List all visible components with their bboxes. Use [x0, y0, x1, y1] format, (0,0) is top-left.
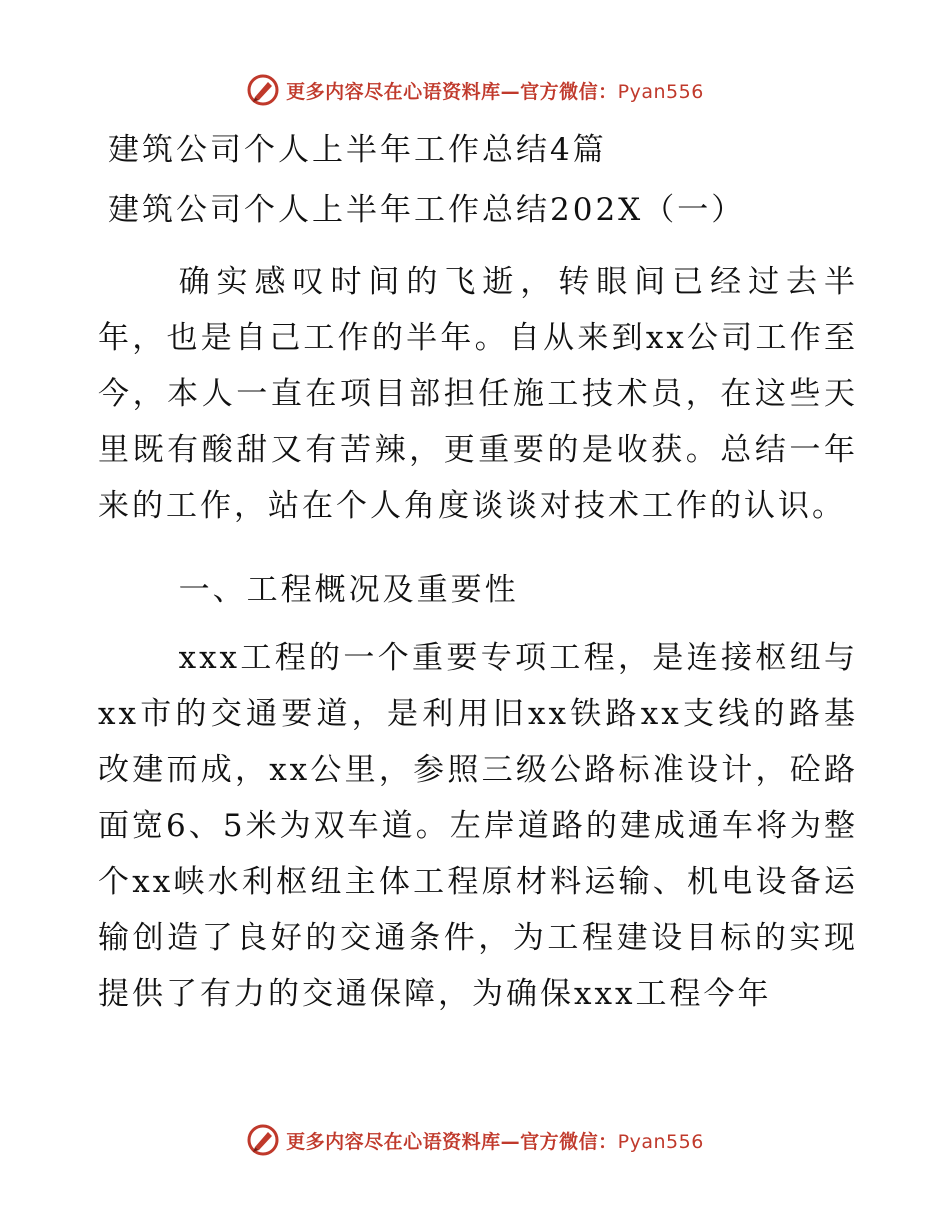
paragraph-project-overview: xxx工程的一个重要专项工程，是连接枢纽与xx市的交通要道，是利用旧xx铁路xx支线的路基改建而成，xx公里，参照三级公路标准设计，砼路面宽6、5米为双车道。左岸道路的建成通车将为整个xx峡水利枢纽主体工程原材料运输、机电设备运输创造了良好的交通条件，为工程建设目标的实现提供了有力的交通保障，为确保xxx工程今年	[98, 640, 858, 1012]
pen-logo-icon	[246, 1123, 280, 1157]
watermark-banner-top	[0, 70, 950, 110]
paragraph-intro: 确实感叹时间的飞逝，转眼间已经过去半年，也是自己工作的半年。自从来到xx公司工作至今，本人一直在项目部担任施工技术员，在这些天里既有酸甜又有苦辣，更重要的是收获。总结一年来的工作，站在个人角度谈谈对技术工作的认识。	[98, 264, 858, 524]
document-body	[98, 122, 858, 1022]
watermark-text: 更多内容尽在心语资料库—官方微信：Pyan556	[286, 1130, 704, 1153]
document-subtitle: 建筑公司个人上半年工作总结202X（一）	[108, 192, 746, 228]
watermark-text: 更多内容尽在心语资料库—官方微信：Pyan556	[286, 80, 704, 103]
section-heading-1: 一、工程概况及重要性	[178, 572, 519, 608]
document-title: 建筑公司个人上半年工作总结4篇	[108, 132, 607, 168]
watermark-banner-bottom	[0, 1120, 950, 1160]
pen-logo-icon	[246, 73, 280, 107]
